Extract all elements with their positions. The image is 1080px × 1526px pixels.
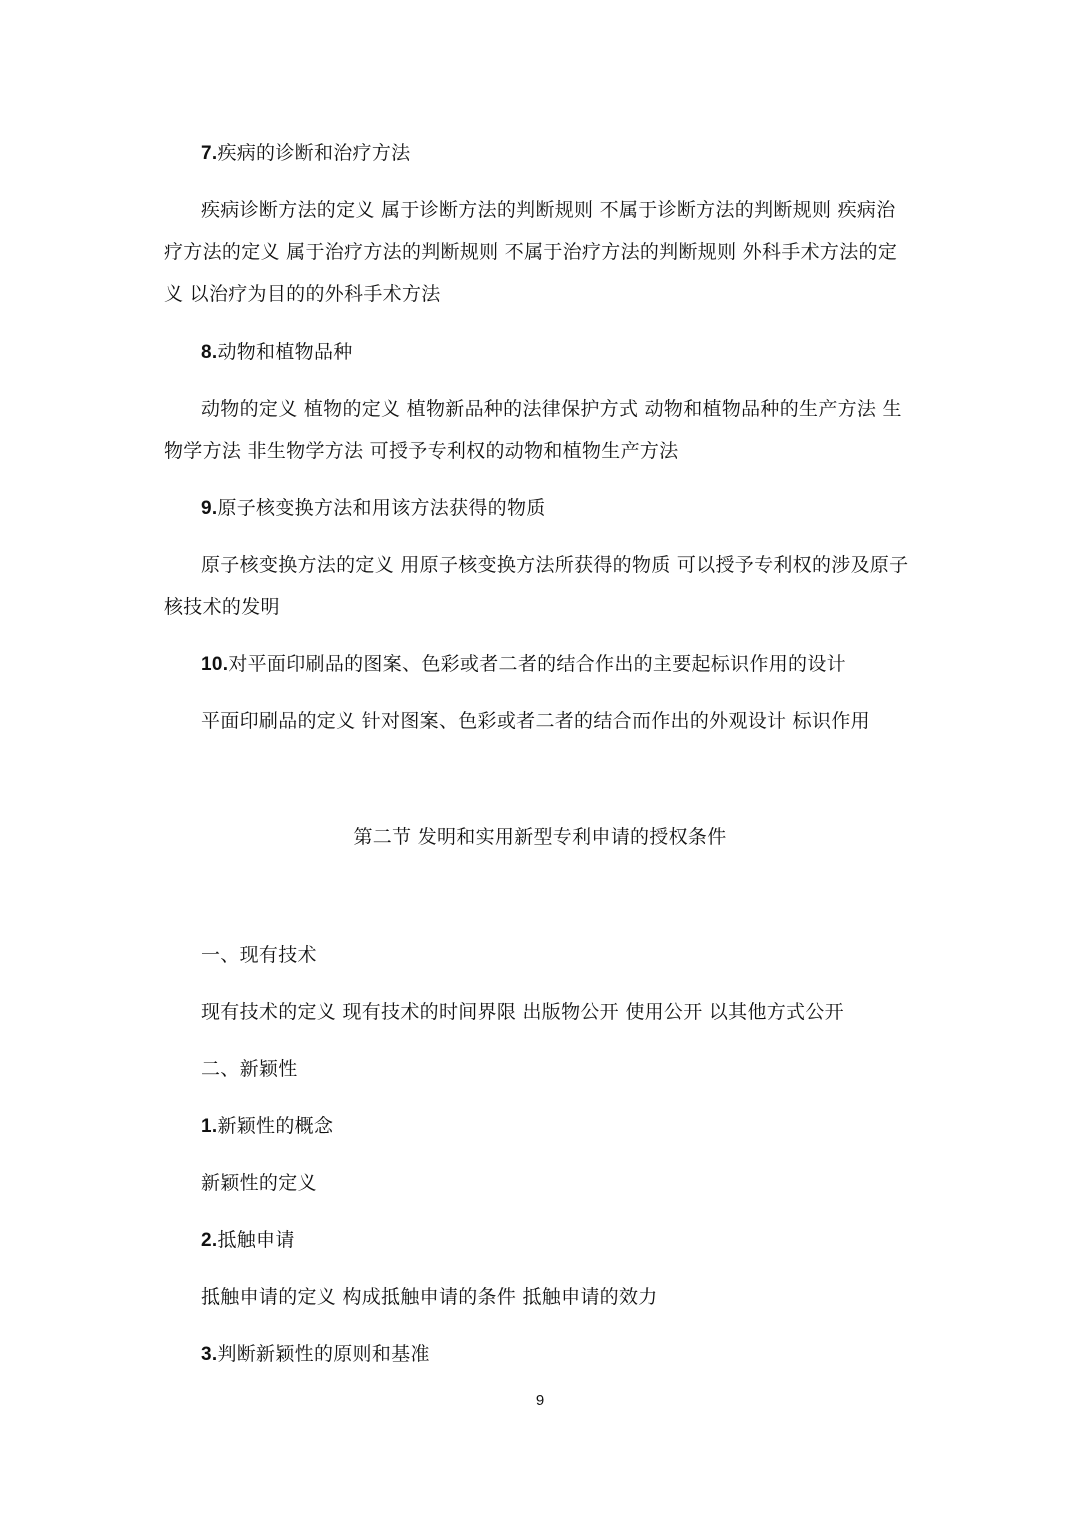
section-title: 第二节 发明和实用新型专利申请的授权条件 [353, 826, 727, 848]
paragraph-line: 核技术的发明 [164, 596, 280, 618]
paragraph-line: 平面印刷品的定义 针对图案、色彩或者二者的结合而作出的外观设计 标识作用 [201, 710, 870, 732]
heading-3: 3.判断新颖性的原则和基准 [201, 1343, 430, 1365]
paragraph-line: 新颖性的定义 [201, 1172, 317, 1194]
paragraph-line: 抵触申请的定义 构成抵触申请的条件 抵触申请的效力 [201, 1286, 658, 1308]
paragraph-line: 现有技术的定义 现有技术的时间界限 出版物公开 使用公开 以其他方式公开 [201, 1001, 844, 1023]
heading-9: 9.原子核变换方法和用该方法获得的物质 [201, 497, 546, 519]
heading-10: 10.对平面印刷品的图案、色彩或者二者的结合作出的主要起标识作用的设计 [201, 653, 846, 675]
paragraph-line: 义 以治疗为目的的外科手术方法 [164, 283, 441, 305]
paragraph-line: 动物的定义 植物的定义 植物新品种的法律保护方式 动物和植物品种的生产方法 生 [201, 398, 902, 420]
heading-1: 1.新颖性的概念 [201, 1115, 334, 1137]
heading-8: 8.动物和植物品种 [201, 341, 353, 363]
subsection-heading: 一、现有技术 [201, 944, 317, 966]
subsection-heading: 二、新颖性 [201, 1058, 298, 1080]
paragraph-line: 原子核变换方法的定义 用原子核变换方法所获得的物质 可以授予专利权的涉及原子 [201, 554, 909, 576]
heading-2: 2.抵触申请 [201, 1229, 295, 1251]
paragraph-line: 疗方法的定义 属于治疗方法的判断规则 不属于治疗方法的判断规则 外科手术方法的定 [164, 241, 898, 263]
page-number: 9 [535, 1392, 545, 1409]
heading-7: 7.疾病的诊断和治疗方法 [201, 142, 411, 164]
paragraph-line: 疾病诊断方法的定义 属于诊断方法的判断规则 不属于诊断方法的判断规则 疾病治 [201, 199, 896, 221]
paragraph-line: 物学方法 非生物学方法 可授予专利权的动物和植物生产方法 [164, 440, 679, 462]
